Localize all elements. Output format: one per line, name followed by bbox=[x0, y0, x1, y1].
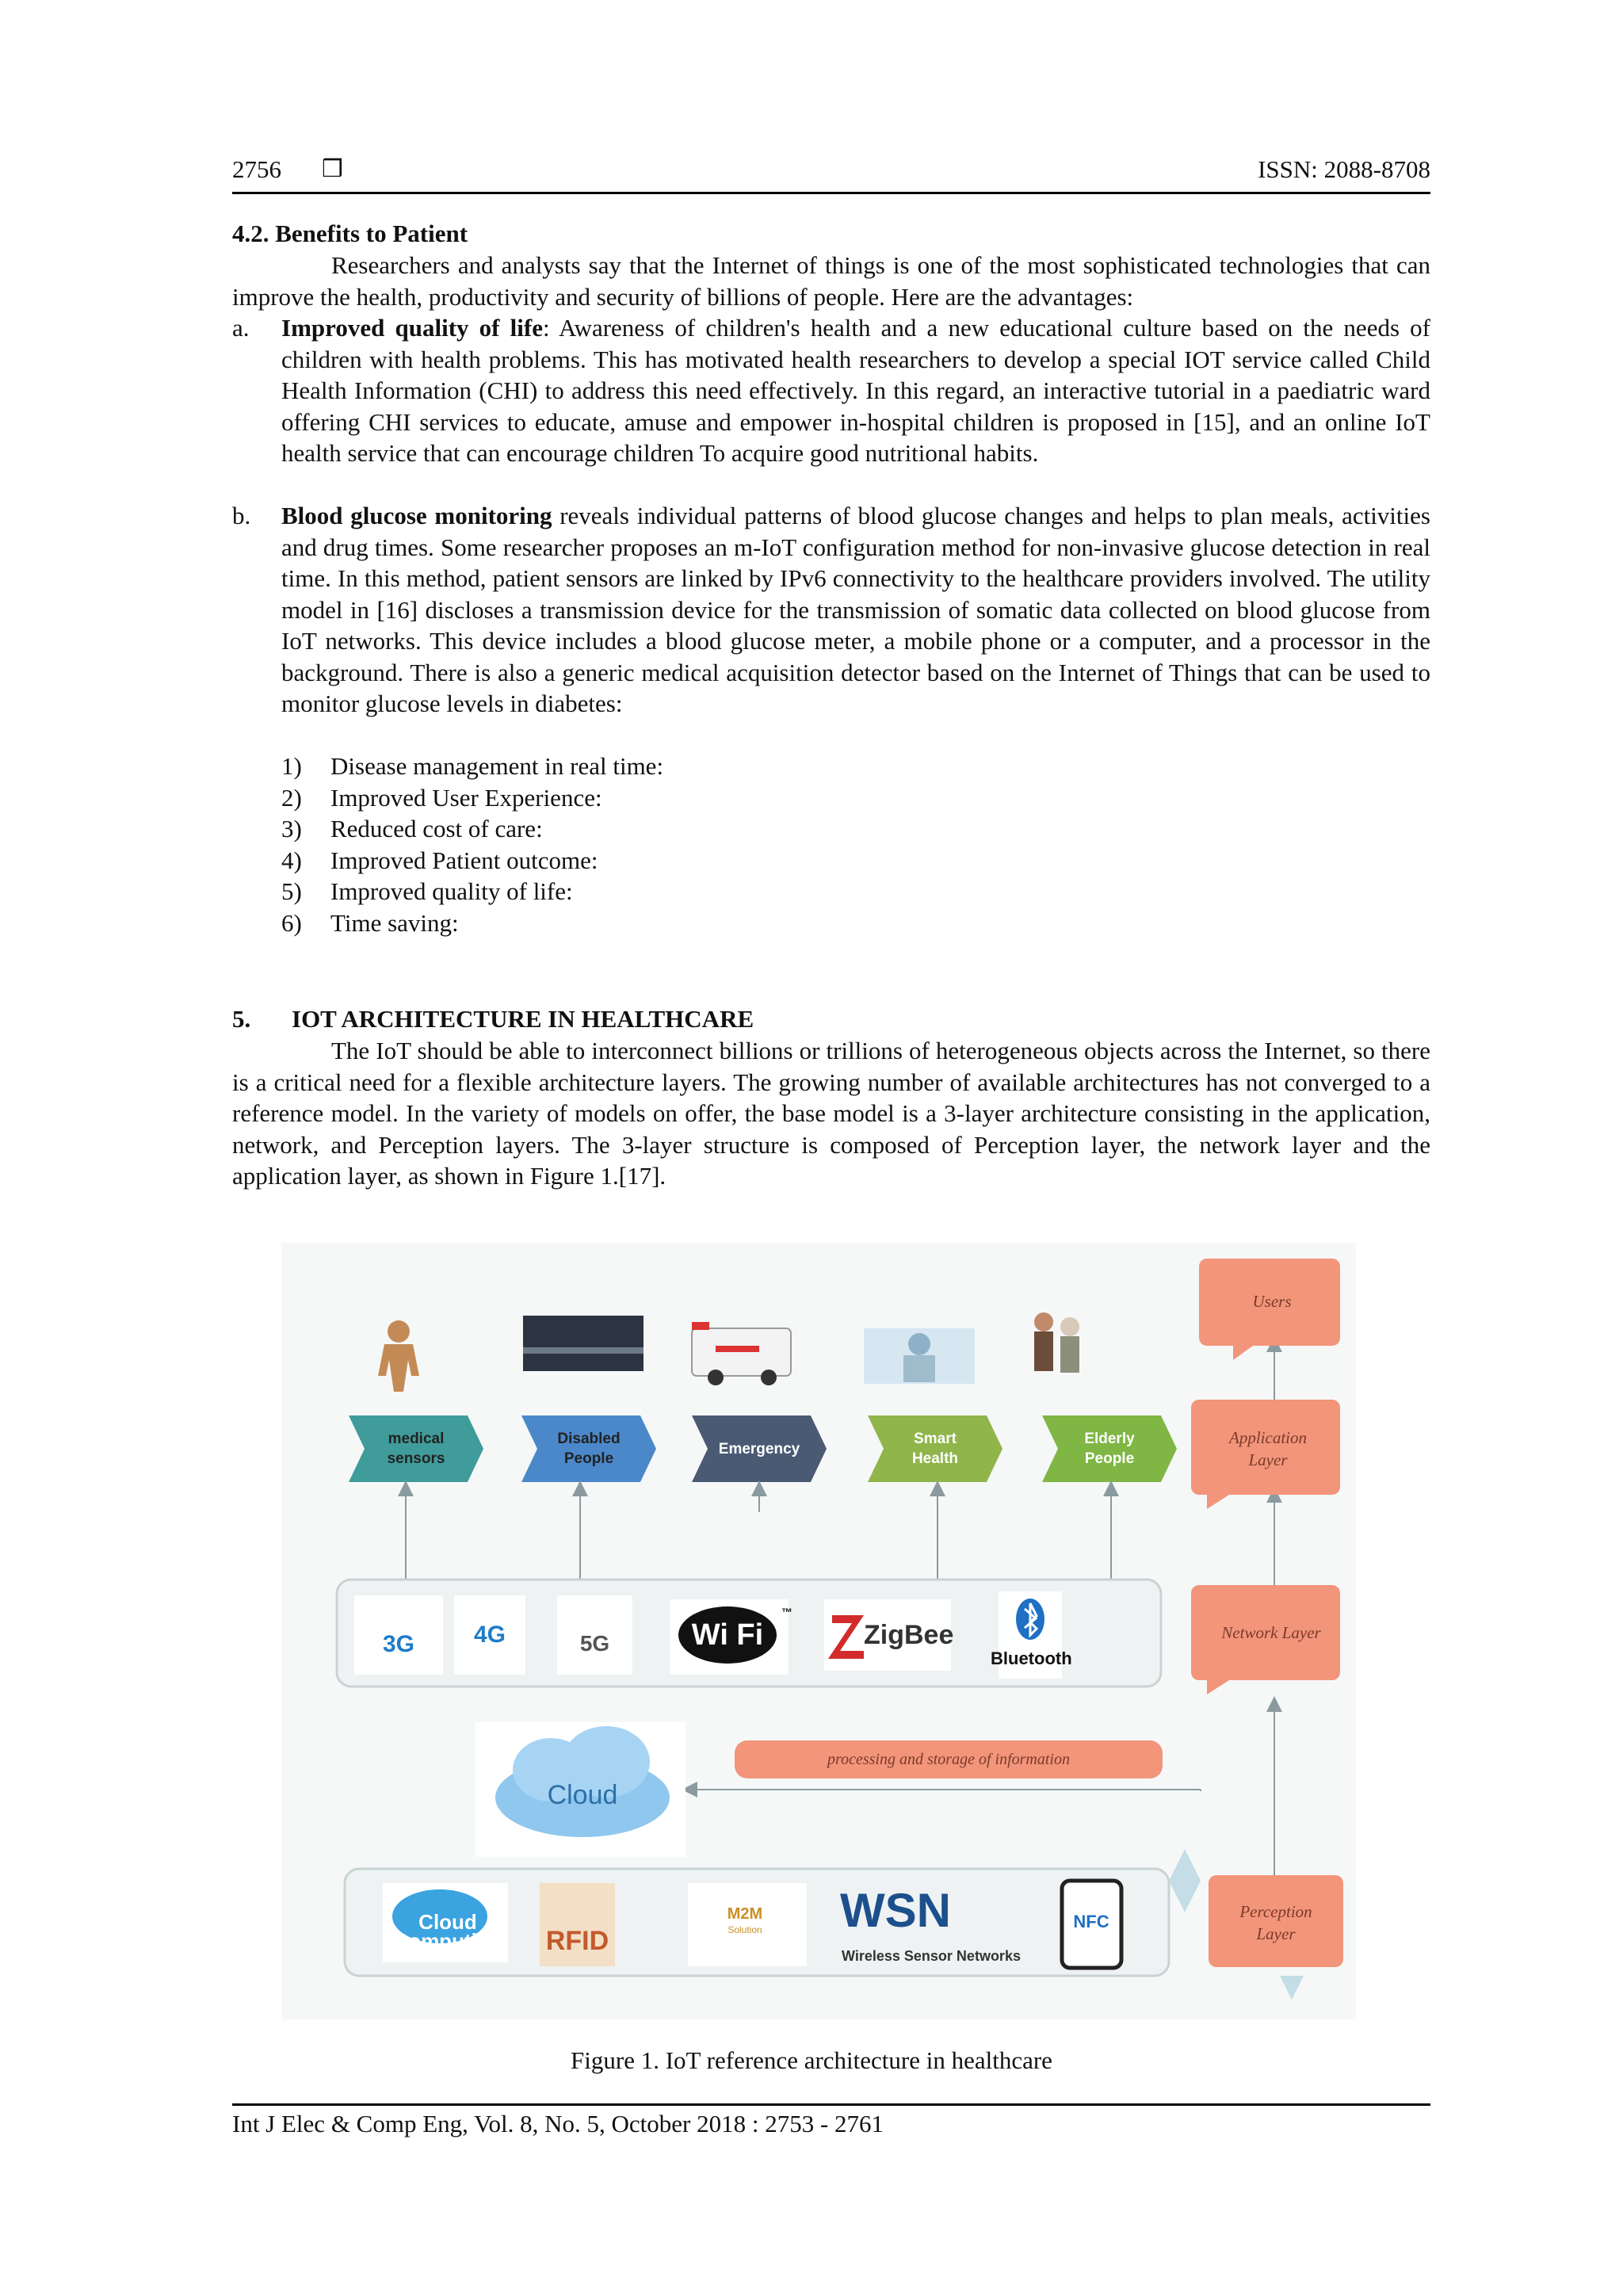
medical-sensors-icon bbox=[378, 1320, 419, 1392]
sub-list-item: 3) Reduced cost of care: bbox=[281, 815, 543, 842]
network-layer-label: Network Layer bbox=[1221, 1623, 1321, 1642]
sub-list-item: 5) Improved quality of life: bbox=[281, 877, 573, 905]
list-label: b. bbox=[232, 502, 251, 529]
wsn-logo: WSN bbox=[840, 1884, 951, 1937]
sub-list-item: 2) Improved User Experience: bbox=[281, 784, 602, 812]
square-icon: ❒ bbox=[322, 156, 343, 182]
elderly-people-icon bbox=[1034, 1312, 1079, 1373]
issn: ISSN: 2088-8708 bbox=[1258, 155, 1430, 183]
section-heading: 5. IOT ARCHITECTURE IN HEALTHCARE bbox=[232, 1005, 754, 1033]
footer-rule bbox=[232, 2103, 1430, 2106]
chevron-label: Smart Health bbox=[911, 1431, 959, 1467]
smart-health-icon bbox=[864, 1328, 975, 1384]
zigbee-logo: ZigBee bbox=[864, 1620, 954, 1650]
footer: Int J Elec & Comp Eng, Vol. 8, No. 5, October 2018 : 2753 - 2761 bbox=[232, 2110, 884, 2137]
4g-logo: 4G bbox=[473, 1622, 506, 1648]
cloud-computing-logo: Cloud Computing bbox=[393, 1910, 502, 1953]
architecture-figure bbox=[281, 1243, 1356, 2019]
ambulance-icon bbox=[692, 1322, 791, 1385]
item-heading: Blood glucose monitoring bbox=[281, 502, 552, 529]
users-label: Users bbox=[1252, 1292, 1292, 1311]
perception-layer-label: Perception Layer bbox=[1239, 1902, 1312, 1943]
section-title: 4.2. Benefits to Patient bbox=[232, 220, 468, 247]
page-number: 2756 bbox=[232, 155, 281, 183]
sub-list-item: 4) Improved Patient outcome: bbox=[281, 846, 598, 874]
application-layer-label: Application Layer bbox=[1229, 1428, 1307, 1469]
item-text: : Awareness of children's health and a new educational culture based on the needs of children with health problems. This has motivated health researchers to develop a special IOT service called Child Health Information (CHI) to address this need effectively. In this regard, an interactive tutorial in a paediatric ward offering CHI services to educate, amuse and empower in-hospital children is proposed in [15], and an online IoT health service that can encourage children To acquire good nutritional habits. bbox=[281, 314, 1430, 467]
header-rule bbox=[232, 192, 1430, 194]
wifi-trademark: ™ bbox=[781, 1606, 792, 1618]
paragraph: Researchers and analysts say that the Internet of things is one of the most sophisticated technologies that can improve the health, productivity and security of billions of people. Here are the advantages: bbox=[232, 251, 1430, 311]
list-label: a. bbox=[232, 314, 250, 342]
chevron-label: Emergency bbox=[718, 1441, 800, 1457]
chevron-label: Disabled People bbox=[557, 1431, 621, 1467]
m2m-logo: M2M bbox=[727, 1905, 763, 1923]
item-heading: Improved quality of life bbox=[281, 314, 543, 342]
item-text: reveals individual patterns of blood glucose changes and helps to plan meals, activities and drug times. Some researcher proposes an m-IoT configuration method for non-invasive glucose detection in real time. In this method, patient sensors are linked by IPv6 connectivity to the healthcare providers involved. The utility model in [16] discloses a transmission device for the transmission of somatic data collected on blood glucose from IoT networks. This device includes a blood glucose meter, a mobile phone or a computer, and a processor in the background. There is also a generic medical acquisition detector based on the Internet of Things that can be used to monitor glucose levels in diabetes: bbox=[281, 502, 1430, 717]
list-item bbox=[232, 500, 1430, 720]
bluetooth-logo: Bluetooth bbox=[991, 1648, 1072, 1668]
m2m-sub: Solution bbox=[727, 1924, 762, 1935]
sub-list-item: 6) Time saving: bbox=[281, 909, 459, 937]
wsn-sub: Wireless Sensor Networks bbox=[842, 1948, 1021, 1964]
sub-list-item: 1) Disease management in real time: bbox=[281, 752, 664, 780]
figure-caption: Figure 1. IoT reference architecture in healthcare bbox=[571, 2046, 1052, 2074]
3g-logo: 3G bbox=[382, 1631, 415, 1657]
cloud-label: Cloud bbox=[547, 1780, 618, 1810]
rfid-logo: RFID bbox=[545, 1926, 609, 1956]
disabled-people-icon bbox=[523, 1316, 643, 1371]
paragraph: The IoT should be able to interconnect billions or trillions of heterogeneous objects across the Internet, so there is a critical need for a flexible architecture layers. The growing number of available architectures has not converged to a reference model. In the variety of models on offer, the base model is a 3-layer architecture consisting in the application, network, and Perception layers. The 3-layer structure is composed of Perception layer, the network layer and the application layer, as shown in Figure 1.[17]. bbox=[232, 1037, 1430, 1190]
chevron-label: medical sensors bbox=[387, 1431, 445, 1467]
chevron-label: Elderly People bbox=[1084, 1431, 1135, 1467]
nfc-logo: NFC bbox=[1073, 1912, 1109, 1931]
list-item bbox=[232, 312, 1430, 469]
5g-logo: 5G bbox=[579, 1631, 610, 1656]
wifi-logo: Wi Fi bbox=[691, 1618, 764, 1652]
processing-label: processing and storage of information bbox=[827, 1751, 1070, 1768]
